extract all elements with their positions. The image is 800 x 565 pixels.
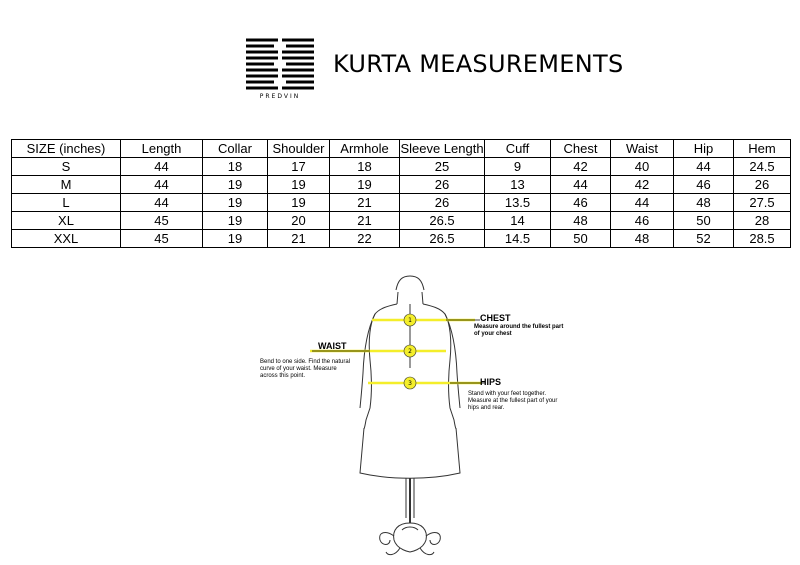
table-cell: 14	[485, 212, 551, 230]
size-cell: S	[12, 158, 121, 176]
column-header: Hip	[674, 140, 734, 158]
table-row	[12, 212, 791, 230]
table-row	[12, 176, 791, 194]
table-body	[12, 158, 791, 248]
column-header: Collar	[203, 140, 268, 158]
table-cell: 19	[330, 176, 400, 194]
table-cell: 28.5	[734, 230, 791, 248]
waist-label: WAIST	[318, 341, 347, 351]
table-cell: 44	[551, 176, 611, 194]
hips-marker-number: 3	[408, 380, 412, 387]
table-cell: 21	[330, 212, 400, 230]
column-header: Hem	[734, 140, 791, 158]
size-chart-table	[11, 139, 791, 248]
table-cell: 19	[203, 230, 268, 248]
column-header: Length	[121, 140, 203, 158]
table-row	[12, 194, 791, 212]
table-cell: 28	[734, 212, 791, 230]
size-cell: XXL	[12, 230, 121, 248]
table-cell: 42	[611, 176, 674, 194]
table-cell: 26.5	[400, 212, 485, 230]
table-cell: 26	[734, 176, 791, 194]
table-cell: 22	[330, 230, 400, 248]
table-cell: 48	[551, 212, 611, 230]
size-cell: M	[12, 176, 121, 194]
table-cell: 19	[203, 194, 268, 212]
column-header: Cuff	[485, 140, 551, 158]
table-cell: 9	[485, 158, 551, 176]
table-cell: 42	[551, 158, 611, 176]
table-cell: 19	[268, 194, 330, 212]
dress-form-illustration	[260, 268, 560, 558]
brand-logo	[244, 37, 316, 100]
table-cell: 19	[203, 212, 268, 230]
table-cell: 45	[121, 230, 203, 248]
table-cell: 46	[674, 176, 734, 194]
page-title: KURTA MEASUREMENTS	[333, 50, 624, 78]
table-cell: 27.5	[734, 194, 791, 212]
table-cell: 46	[551, 194, 611, 212]
table-cell: 52	[674, 230, 734, 248]
column-header: Armhole	[330, 140, 400, 158]
table-cell: 44	[121, 176, 203, 194]
size-cell: L	[12, 194, 121, 212]
table-cell: 26	[400, 176, 485, 194]
waist-description: Bend to one side. Find the natural curve of your waist. Measure across this point.	[260, 359, 351, 379]
table-cell: 21	[268, 230, 330, 248]
brand-logo-icon	[244, 37, 316, 91]
size-cell: XL	[12, 212, 121, 230]
chest-description: Measure around the fullest part of your chest	[474, 324, 564, 337]
table-cell: 24.5	[734, 158, 791, 176]
table-cell: 45	[121, 212, 203, 230]
table-cell: 44	[121, 158, 203, 176]
table-cell: 19	[268, 176, 330, 194]
column-header: Shoulder	[268, 140, 330, 158]
table-cell: 21	[330, 194, 400, 212]
table-cell: 14.5	[485, 230, 551, 248]
table-cell: 19	[203, 176, 268, 194]
table-cell: 46	[611, 212, 674, 230]
brand-name: PREDVIN	[259, 93, 301, 100]
chest-label: CHEST	[480, 313, 511, 323]
table-cell: 44	[611, 194, 674, 212]
column-header: Waist	[611, 140, 674, 158]
table-cell: 17	[268, 158, 330, 176]
table-cell: 40	[611, 158, 674, 176]
table-header-row	[12, 140, 791, 158]
table-cell: 50	[674, 212, 734, 230]
table-cell: 13.5	[485, 194, 551, 212]
waist-marker-number: 2	[408, 348, 412, 355]
table-cell: 26.5	[400, 230, 485, 248]
table-cell: 50	[551, 230, 611, 248]
table-cell: 25	[400, 158, 485, 176]
column-header: SIZE (inches)	[12, 140, 121, 158]
table-cell: 48	[611, 230, 674, 248]
measurement-guide	[260, 268, 564, 558]
table-cell: 18	[330, 158, 400, 176]
hips-label: HIPS	[480, 377, 502, 387]
table-cell: 20	[268, 212, 330, 230]
hips-description: Stand with your feet together. Measure at the fullest part of your hips and rear.	[468, 391, 558, 411]
table-row	[12, 158, 791, 176]
table-cell: 13	[485, 176, 551, 194]
chest-marker-number: 1	[408, 317, 412, 324]
column-header: Chest	[551, 140, 611, 158]
table-cell: 18	[203, 158, 268, 176]
table-cell: 48	[674, 194, 734, 212]
column-header: Sleeve Length	[400, 141, 484, 156]
table-cell: 44	[674, 158, 734, 176]
table-row	[12, 230, 791, 248]
table-cell: 26	[400, 194, 485, 212]
table-cell: 44	[121, 194, 203, 212]
